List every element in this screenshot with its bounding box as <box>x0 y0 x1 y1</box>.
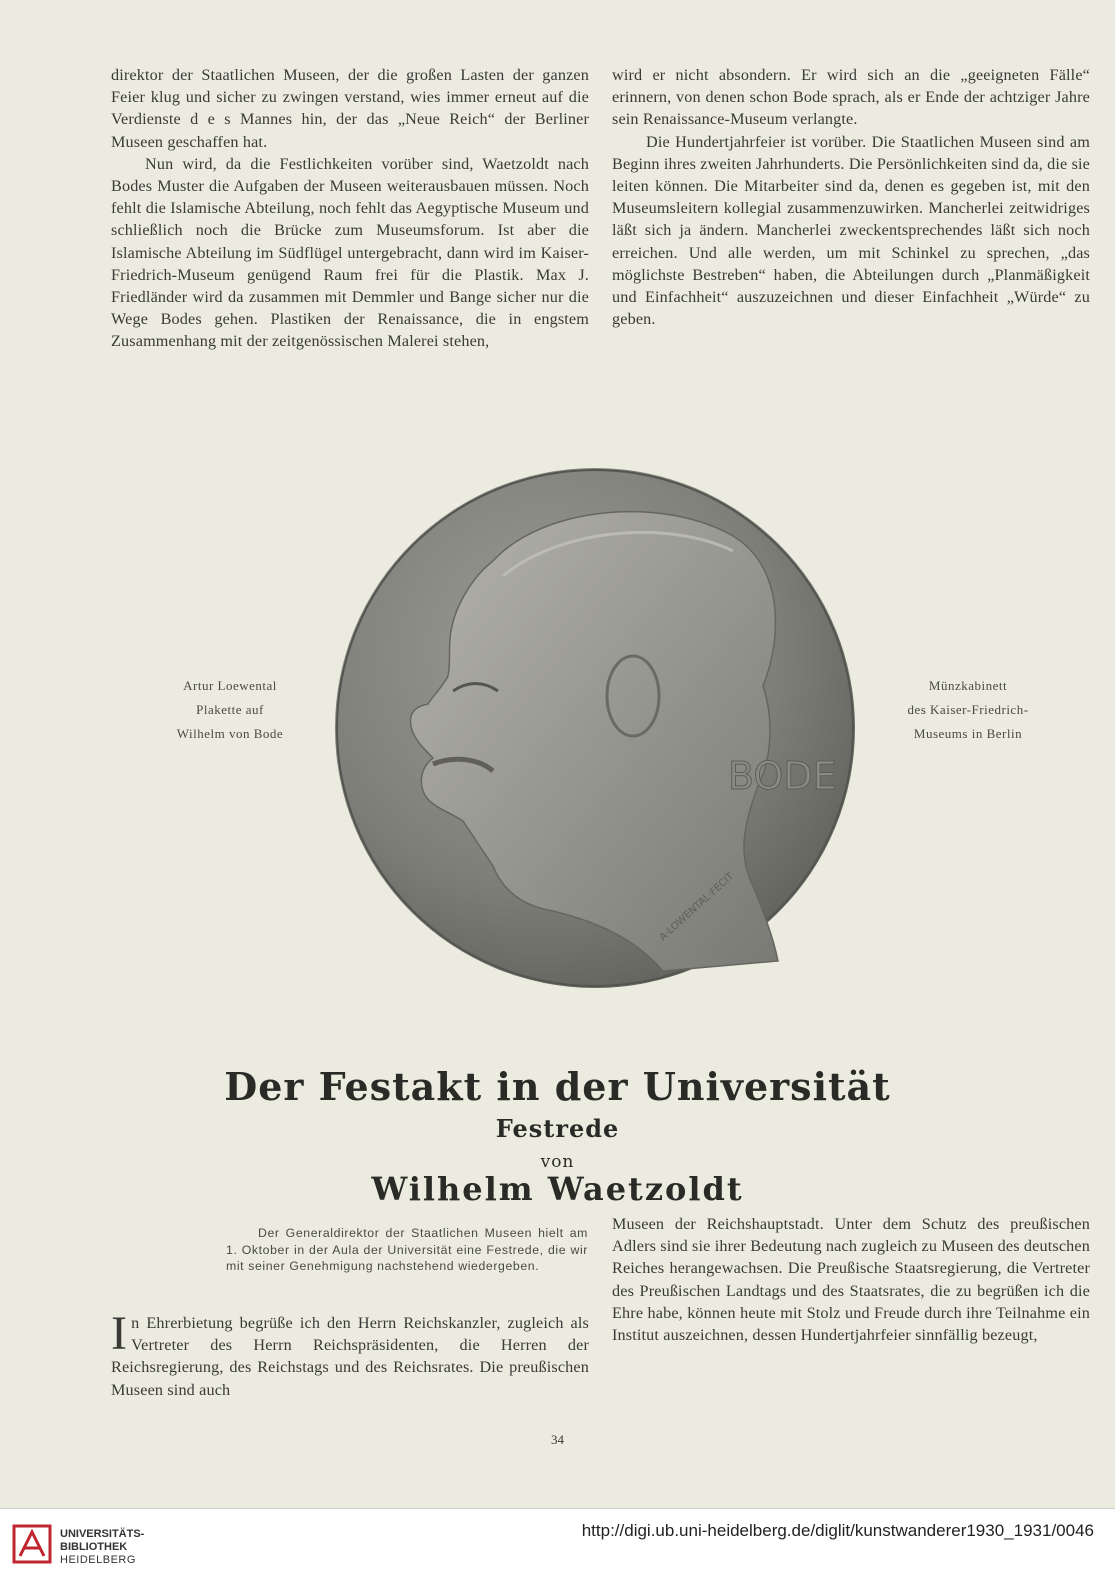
top-right-column <box>612 64 1090 330</box>
article-subtitle: Festrede <box>495 1114 620 1143</box>
source-url-link[interactable]: http://digi.ub.uni-heidelberg.de/diglit/kunstwanderer1930_1931/0046 <box>581 1521 1094 1540</box>
caption-line: des Kaiser-Friedrich- <box>907 702 1029 717</box>
figure-caption-right <box>880 674 1056 746</box>
medal-signature: A·LOWENTAL·FECIT <box>657 870 737 944</box>
article-author: Wilhelm Waetzoldt <box>371 1170 744 1208</box>
paragraph: Museen der Reichshauptstadt. Unter dem Schutz des preußischen Adlers sind sie ihrer Bedeutung nach zugleich zu Museen des deutschen Reiches herangewachsen. Die Preußische Staatsregierung, die Vertreter des Preußischen Landtags und des Staatsrates, die zu begrüßen ich die Ehre habe, können heute mit Stolz und Freude durch ihre Teilnahme ein Institut auszeichnen, dessen Hundertjahrfeier sinnfällig bezeugt, <box>612 1215 1090 1345</box>
caption-line: Münzkabinett <box>928 678 1008 693</box>
caption-line: Wilhelm von Bode <box>176 726 284 741</box>
bode-medal-image <box>333 466 857 990</box>
medal-inscription: BODE <box>728 754 837 798</box>
library-name-line: HEIDELBERG <box>60 1554 136 1566</box>
byline-von: von <box>540 1152 575 1172</box>
drop-cap: I <box>111 1307 128 1360</box>
library-name <box>60 1528 144 1567</box>
library-name-line: UNIVERSITÄTS- <box>60 1528 145 1540</box>
caption-line: Plakette auf <box>196 702 264 717</box>
figure-caption-left <box>150 674 310 746</box>
editorial-note <box>226 1225 588 1275</box>
article-title: Der Festakt in der Universität <box>224 1064 891 1109</box>
caption-line: Artur Loewental <box>183 678 277 693</box>
paragraph: Die Hundertjahrfeier ist vorüber. Die Staatlichen Museen sind am Beginn ihres zweiten Jahrhunderts. Die Persönlichkeiten sind da, die sie leiten können. Die Mitarbeiter sind da, denen es gegeben ist, mit den Museumsleitern kollegial zusammenzuwirken. Mancherlei zeitwidriges läßt sich ja ändern. Mancherlei zweckentsprechendes läßt sich noch erreichen. Und alle werden, um mit Schinkel zu sprechen, „das möglichste Bestreben“ haben, die Abteilungen durch „Planmäßigkeit und Einfachheit“ auszuzeichnen und dieser Einfachheit „Würde“ zu geben. <box>612 132 1090 329</box>
editorial-note-text: Der Generaldirektor der Staatlichen Museen hielt am 1. Oktober in der Aula der Universität eine Festrede, die wir mit seiner Genehmigung nachstehend wiedergeben. <box>226 1226 588 1273</box>
library-name-line: BIBLIOTHEK <box>60 1541 128 1553</box>
university-library-logo-icon <box>10 1522 54 1566</box>
paragraph: Nun wird, da die Festlichkeiten vorüber sind, Waetzoldt nach Bodes Muster die Aufgaben der Museen weiterausbauen müssen. Noch fehlt die Islamische Abteilung, noch fehlt das Aegyptische Museum und schließlich noch die Brücke zum Museumsforum. Ist aber die Islamische Abteilung im Südflügel untergebracht, dann wird im Kaiser-Friedrich-Museum genügend Raum frei für die Plastik. Max J. Friedländer wird da zusammen mit Demmler und Bange sicher nur die Wege Bodes gehen. Plastiken der Renaissance, die in engstem Zusammenhang mit der zeitgenössischen Malerei stehen, <box>111 154 589 351</box>
page-number: 34 <box>551 1432 564 1447</box>
paragraph: direktor der Staatlichen Museen, der die großen Lasten der ganzen Feier klug und sicher zu zwingen verstand, wies immer erneut auf die Verdienste d e s Mannes hin, der das „Neue Reich“ der Berliner Museen geschaffen hat. <box>111 66 589 151</box>
bottom-right-column <box>612 1213 1090 1346</box>
bottom-left-column <box>111 1307 589 1401</box>
paragraph: n Ehrerbietung begrüße ich den Herrn Reichskanzler, zugleich als Vertreter des Herrn Reichspräsidenten, die Herren der Reichsregierung, des Reichstags und des Reichsrates. Die preußischen Museen sind auch <box>111 1314 589 1399</box>
top-left-column <box>111 64 589 353</box>
caption-line: Museums in Berlin <box>913 726 1023 741</box>
paragraph: wird er nicht absondern. Er wird sich an die „geeigneten Fälle“ erinnern, von denen schon Bode sprach, als er Ende der achtziger Jahre sein Renaissance-Museum verlangte. <box>612 66 1090 129</box>
